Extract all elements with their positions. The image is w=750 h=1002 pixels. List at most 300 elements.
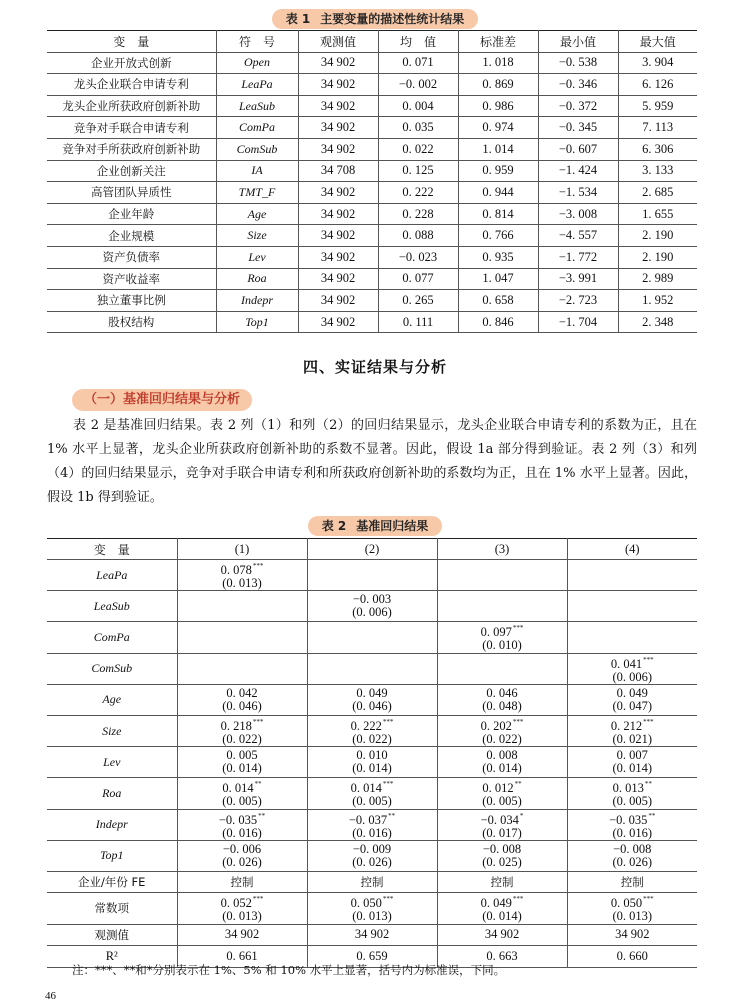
variable-label: ComPa	[47, 622, 177, 653]
regression-cell	[567, 560, 697, 591]
variable-label: LeaPa	[47, 560, 177, 591]
regression-cell	[437, 560, 567, 591]
coefficient-value: −0. 006	[222, 841, 262, 856]
stat-value: 34 902	[298, 225, 378, 247]
regression-cell	[177, 715, 307, 746]
coefficient-line	[568, 843, 698, 856]
table-row	[47, 840, 697, 871]
coefficient-line	[568, 716, 698, 733]
r-squared-label: R²	[47, 946, 177, 968]
regression-cell	[177, 684, 307, 715]
table1-title: 主要变量的描述性统计结果	[320, 12, 465, 26]
table1-header-cell: 变 量	[47, 31, 216, 53]
table2-header-cell: 变 量	[47, 539, 177, 560]
standard-error: (0. 005)	[482, 794, 522, 809]
regression-cell	[307, 560, 437, 591]
coefficient-cell	[308, 749, 437, 775]
regression-cell	[307, 622, 437, 653]
variable-symbol: Open	[216, 52, 298, 74]
observations-value: 34 902	[307, 924, 437, 946]
variable-symbol: Size	[216, 225, 298, 247]
variable-symbol: Age	[216, 203, 298, 225]
stat-value: −2. 723	[538, 290, 618, 312]
stat-value: 0. 035	[378, 117, 458, 139]
coefficient-cell	[308, 810, 437, 840]
variable-label: 股权结构	[47, 311, 216, 333]
variable-label: 企业规模	[47, 225, 216, 247]
stat-value: 1. 655	[618, 203, 697, 225]
regression-cell	[307, 809, 437, 840]
table2-header-cell: (4)	[567, 539, 697, 560]
coefficient-line	[568, 687, 698, 700]
significance-stars: ***	[643, 895, 654, 904]
stat-value: 0. 846	[458, 311, 538, 333]
coefficient-value: 0. 049	[356, 685, 388, 700]
table-row	[47, 74, 697, 96]
observations-value: 34 902	[567, 924, 697, 946]
variable-label: ComSub	[47, 653, 177, 684]
coefficient-cell	[568, 893, 698, 923]
stat-value: 6. 126	[618, 74, 697, 96]
stat-value: 1. 952	[618, 290, 697, 312]
regression-cell	[437, 622, 567, 653]
stat-value: −4. 557	[538, 225, 618, 247]
regression-cell	[437, 840, 567, 871]
standard-error: (0. 022)	[352, 732, 392, 747]
coefficient-line	[308, 810, 437, 827]
coefficient-value: 0. 218	[220, 719, 252, 734]
variable-label: Size	[47, 715, 177, 746]
table-row	[47, 268, 697, 290]
table1-header-cell: 观测值	[298, 31, 378, 53]
coefficient-cell	[178, 843, 307, 869]
regression-cell	[567, 715, 697, 746]
stat-value: 0. 959	[458, 160, 538, 182]
regression-cell	[177, 747, 307, 778]
stat-value: 1. 047	[458, 268, 538, 290]
stat-value: 0. 111	[378, 311, 458, 333]
coefficient-cell	[568, 654, 698, 684]
table1-header-row	[47, 31, 697, 53]
stat-value: 0. 974	[458, 117, 538, 139]
variable-symbol: Indepr	[216, 290, 298, 312]
table-row	[47, 809, 697, 840]
observations-row	[47, 924, 697, 946]
coefficient-value: 0. 049	[616, 685, 648, 700]
constant-row	[47, 893, 697, 924]
regression-cell	[567, 591, 697, 622]
table-row	[47, 591, 697, 622]
coefficient-line	[178, 893, 307, 910]
variable-label: 龙头企业所获政府创新补助	[47, 95, 216, 117]
coefficient-value: 0. 042	[226, 685, 258, 700]
table2-caption-badge	[308, 516, 443, 536]
stat-value: −0. 002	[378, 74, 458, 96]
variable-label: Top1	[47, 840, 177, 871]
stat-value: 1. 018	[458, 52, 538, 74]
stat-value: −1. 534	[538, 182, 618, 204]
variable-symbol: LeaPa	[216, 74, 298, 96]
coefficient-line	[568, 654, 698, 671]
stat-value: 5. 959	[618, 95, 697, 117]
stat-value: 7. 113	[618, 117, 697, 139]
stat-value: 0. 935	[458, 246, 538, 268]
variable-label: Age	[47, 684, 177, 715]
stat-value: 34 902	[298, 182, 378, 204]
stat-value: −0. 538	[538, 52, 618, 74]
coefficient-cell	[438, 843, 567, 869]
coefficient-cell	[568, 687, 698, 713]
table-row	[47, 622, 697, 653]
coefficient-value: 0. 010	[356, 748, 388, 763]
stat-value: 0. 814	[458, 203, 538, 225]
coefficient-cell	[178, 810, 307, 840]
coefficient-line	[308, 893, 437, 910]
significance-stars: *	[519, 811, 524, 820]
coefficient-line	[438, 810, 567, 827]
significance-stars: **	[254, 780, 262, 789]
coefficient-line	[438, 778, 567, 795]
coefficient-value: −0. 008	[482, 841, 522, 856]
table1-header-cell: 均 值	[378, 31, 458, 53]
table-row	[47, 560, 697, 591]
stat-value: 34 902	[298, 138, 378, 160]
regression-cell	[567, 778, 697, 809]
regression-cell	[437, 653, 567, 684]
table2-header-row	[47, 539, 697, 560]
regression-cell	[177, 622, 307, 653]
significance-stars: ***	[512, 895, 524, 904]
stat-value: −3. 008	[538, 203, 618, 225]
observations-label: 观测值	[47, 924, 177, 946]
variable-label: Roa	[47, 778, 177, 809]
standard-error: (0. 010)	[482, 638, 522, 653]
table-row	[47, 311, 697, 333]
body-paragraph: 表 2 是基准回归结果。表 2 列（1）和列（2）的回归结果显示，龙头企业联合申请专利的系数为正，且在 1% 水平上显著，龙头企业所获政府创新补助的系数不显著。因此，假设 1a 部分得到验证。表 2 列（3）和列（4）的回归结果显示，竞争对手联合申请专利和所获政府创新补助的系数均为正，且在 1% 水平上显著。因此，假设 1b 得到验证。	[47, 418, 697, 505]
regression-cell	[437, 778, 567, 809]
fe-value: 控制	[177, 871, 307, 893]
coefficient-cell	[438, 687, 567, 713]
descriptive-stats-table	[47, 30, 697, 333]
coefficient-value: 0. 052	[220, 896, 252, 911]
table1-label: 表 1	[285, 12, 311, 26]
regression-table	[47, 538, 697, 968]
stat-value: 3. 904	[618, 52, 697, 74]
regression-cell	[307, 747, 437, 778]
stat-value: 34 902	[298, 95, 378, 117]
coefficient-cell	[308, 843, 437, 869]
regression-cell	[307, 893, 437, 924]
coefficient-line	[178, 687, 307, 700]
coefficient-cell	[568, 716, 698, 746]
coefficient-value: 0. 041	[610, 656, 643, 671]
coefficient-value: 0. 005	[226, 748, 258, 763]
coefficient-value: −0. 034	[480, 812, 519, 827]
regression-cell	[307, 684, 437, 715]
coefficient-cell	[178, 716, 307, 746]
standard-error: (0. 014)	[612, 761, 653, 776]
table-row	[47, 653, 697, 684]
stat-value: 2. 190	[618, 225, 697, 247]
table1-caption-badge	[272, 9, 479, 29]
stat-value: 0. 222	[378, 182, 458, 204]
table-row	[47, 290, 697, 312]
significance-stars: ***	[643, 718, 654, 727]
coefficient-value: 0. 014	[222, 781, 254, 796]
regression-cell	[307, 840, 437, 871]
significance-stars: ***	[512, 718, 524, 727]
stat-value: 0. 869	[458, 74, 538, 96]
standard-error: (0. 016)	[352, 825, 392, 840]
stat-value: 0. 766	[458, 225, 538, 247]
table1-header-cell: 最大值	[618, 31, 697, 53]
variable-label: 资产收益率	[47, 268, 216, 290]
stat-value: −0. 372	[538, 95, 618, 117]
significance-stars: ***	[252, 895, 264, 904]
coefficient-line	[308, 687, 437, 700]
standard-error: (0. 025)	[482, 854, 522, 869]
variable-symbol: ComPa	[216, 117, 298, 139]
stat-value: 0. 986	[458, 95, 538, 117]
coefficient-cell	[568, 843, 698, 869]
stat-value: 0. 004	[378, 95, 458, 117]
standard-error: (0. 014)	[222, 761, 262, 776]
coefficient-line	[178, 716, 307, 733]
variable-label: 企业创新关注	[47, 160, 216, 182]
page-number: 46	[45, 990, 56, 1002]
stat-value: 34 708	[298, 160, 378, 182]
standard-error: (0. 017)	[482, 825, 522, 840]
regression-cell	[567, 809, 697, 840]
significance-stars: ***	[252, 718, 264, 727]
variable-label: Lev	[47, 747, 177, 778]
coefficient-value: 0. 007	[616, 748, 648, 763]
standard-error: (0. 014)	[482, 761, 522, 776]
coefficient-cell	[308, 893, 437, 923]
table-row	[47, 246, 697, 268]
stat-value: −0. 346	[538, 74, 618, 96]
coefficient-value: −0. 037	[348, 812, 388, 827]
coefficient-line	[178, 843, 307, 856]
standard-error: (0. 016)	[612, 825, 653, 840]
table-row	[47, 95, 697, 117]
coefficient-line	[568, 810, 698, 827]
stat-value: 0. 125	[378, 160, 458, 182]
table-row	[47, 778, 697, 809]
subsection-title: （一）基准回归结果与分析	[72, 389, 252, 411]
coefficient-value: −0. 008	[613, 841, 652, 856]
coefficient-cell	[438, 778, 567, 808]
table1-caption	[0, 8, 750, 29]
coefficient-value: −0. 009	[352, 841, 392, 856]
regression-cell	[437, 809, 567, 840]
stat-value: −0. 345	[538, 117, 618, 139]
stat-value: 0. 077	[378, 268, 458, 290]
regression-cell	[567, 747, 697, 778]
coefficient-value: 0. 013	[612, 781, 644, 796]
standard-error: (0. 026)	[612, 854, 653, 869]
coefficient-value: −0. 035	[218, 812, 258, 827]
variable-symbol: TMT_F	[216, 182, 298, 204]
regression-cell	[567, 622, 697, 653]
table-row	[47, 117, 697, 139]
stat-value: 34 902	[298, 311, 378, 333]
stat-value: −1. 772	[538, 246, 618, 268]
coefficient-value: 0. 222	[350, 719, 382, 734]
stat-value: 34 902	[298, 117, 378, 139]
coefficient-cell	[308, 716, 437, 746]
table-row	[47, 715, 697, 746]
standard-error: (0. 013)	[222, 576, 262, 591]
coefficient-cell	[308, 687, 437, 713]
regression-cell	[437, 684, 567, 715]
observations-value: 34 902	[177, 924, 307, 946]
regression-cell	[437, 591, 567, 622]
regression-cell	[177, 591, 307, 622]
coefficient-value: 0. 014	[350, 781, 382, 796]
variable-label: 竞争对手联合申请专利	[47, 117, 216, 139]
standard-error: (0. 026)	[222, 854, 262, 869]
table-row	[47, 182, 697, 204]
regression-cell	[177, 778, 307, 809]
table2-body	[47, 560, 697, 968]
coefficient-cell	[438, 622, 567, 652]
observations-value: 34 902	[437, 924, 567, 946]
standard-error: (0. 022)	[482, 732, 522, 747]
table2-header-cell: (1)	[177, 539, 307, 560]
coefficient-line	[178, 810, 307, 827]
standard-error: (0. 016)	[222, 825, 262, 840]
coefficient-line	[178, 778, 307, 795]
variable-symbol: IA	[216, 160, 298, 182]
coefficient-line	[438, 893, 567, 910]
coefficient-line	[308, 716, 437, 733]
stat-value: 34 902	[298, 268, 378, 290]
standard-error: (0. 006)	[352, 605, 392, 620]
coefficient-value: 0. 050	[610, 896, 643, 911]
table-row	[47, 52, 697, 74]
coefficient-cell	[438, 716, 567, 746]
stat-value: 6. 306	[618, 138, 697, 160]
coefficient-cell	[568, 778, 698, 808]
standard-error: (0. 005)	[222, 794, 262, 809]
coefficient-cell	[438, 893, 567, 923]
standard-error: (0. 013)	[612, 909, 653, 924]
stat-value: 2. 190	[618, 246, 697, 268]
regression-cell	[567, 840, 697, 871]
regression-cell	[437, 747, 567, 778]
coefficient-value: −0. 035	[609, 812, 648, 827]
variable-symbol: LeaSub	[216, 95, 298, 117]
significance-stars: **	[644, 780, 652, 789]
table-note: 注：***、**和*分别表示在 1%、5% 和 10% 水平上显著，括号内为标准误，下同。	[72, 963, 506, 977]
table2-caption	[0, 515, 750, 536]
variable-label: 独立董事比例	[47, 290, 216, 312]
regression-cell	[567, 684, 697, 715]
r-squared-value: 0. 661	[177, 946, 307, 968]
fe-label: 企业/年份 FE	[47, 871, 177, 893]
significance-stars: ***	[252, 562, 264, 571]
coefficient-cell	[438, 749, 567, 775]
fe-value: 控制	[437, 871, 567, 893]
regression-cell	[177, 893, 307, 924]
table1-header-cell: 标准差	[458, 31, 538, 53]
significance-stars: ***	[382, 718, 394, 727]
table1-header-cell: 符 号	[216, 31, 298, 53]
r-squared-value: 0. 659	[307, 946, 437, 968]
regression-cell	[307, 778, 437, 809]
stat-value: 34 902	[298, 246, 378, 268]
stat-value: 0. 265	[378, 290, 458, 312]
regression-cell	[307, 591, 437, 622]
significance-stars: **	[388, 811, 396, 820]
regression-cell	[567, 893, 697, 924]
significance-stars: ***	[382, 780, 394, 789]
coefficient-line	[438, 716, 567, 733]
stat-value: 0. 658	[458, 290, 538, 312]
variable-symbol: ComSub	[216, 138, 298, 160]
section-title: 四、实证结果与分析	[302, 358, 447, 376]
table-row	[47, 684, 697, 715]
table-row	[47, 138, 697, 160]
standard-error: (0. 005)	[352, 794, 392, 809]
variable-label: 高管团队异质性	[47, 182, 216, 204]
coefficient-value: 0. 049	[480, 896, 512, 911]
regression-cell	[437, 715, 567, 746]
variable-symbol: Roa	[216, 268, 298, 290]
r-squared-value: 0. 660	[567, 946, 697, 968]
variable-label: 资产负债率	[47, 246, 216, 268]
coefficient-cell	[308, 778, 437, 808]
stat-value: −1. 424	[538, 160, 618, 182]
coefficient-cell	[178, 687, 307, 713]
standard-error: (0. 013)	[222, 909, 262, 924]
standard-error: (0. 021)	[612, 732, 653, 747]
variable-label: 龙头企业联合申请专利	[47, 74, 216, 96]
coefficient-cell	[178, 560, 307, 590]
table1-body	[47, 52, 697, 333]
coefficient-line	[308, 843, 437, 856]
regression-cell	[307, 715, 437, 746]
coefficient-value: 0. 202	[480, 719, 512, 734]
stat-value: 2. 685	[618, 182, 697, 204]
table1-header-cell: 最小值	[538, 31, 618, 53]
variable-label: 企业年龄	[47, 203, 216, 225]
stat-value: 34 902	[298, 52, 378, 74]
regression-cell	[437, 893, 567, 924]
fe-value: 控制	[567, 871, 697, 893]
coefficient-value: 0. 212	[610, 719, 643, 734]
standard-error: (0. 026)	[352, 854, 392, 869]
coefficient-line	[438, 843, 567, 856]
significance-stars: **	[258, 811, 266, 820]
coefficient-cell	[178, 749, 307, 775]
standard-error: (0. 046)	[352, 698, 392, 713]
stat-value: 0. 071	[378, 52, 458, 74]
coefficient-value: 0. 008	[486, 748, 518, 763]
stat-value: −1. 704	[538, 311, 618, 333]
stat-value: −0. 023	[378, 246, 458, 268]
stat-value: 34 902	[298, 74, 378, 96]
coefficient-value: 0. 050	[350, 896, 382, 911]
table-row	[47, 160, 697, 182]
standard-error: (0. 047)	[612, 698, 653, 713]
regression-cell	[177, 653, 307, 684]
table-row	[47, 203, 697, 225]
stat-value: −3. 991	[538, 268, 618, 290]
stat-value: 0. 088	[378, 225, 458, 247]
stat-value: 0. 944	[458, 182, 538, 204]
